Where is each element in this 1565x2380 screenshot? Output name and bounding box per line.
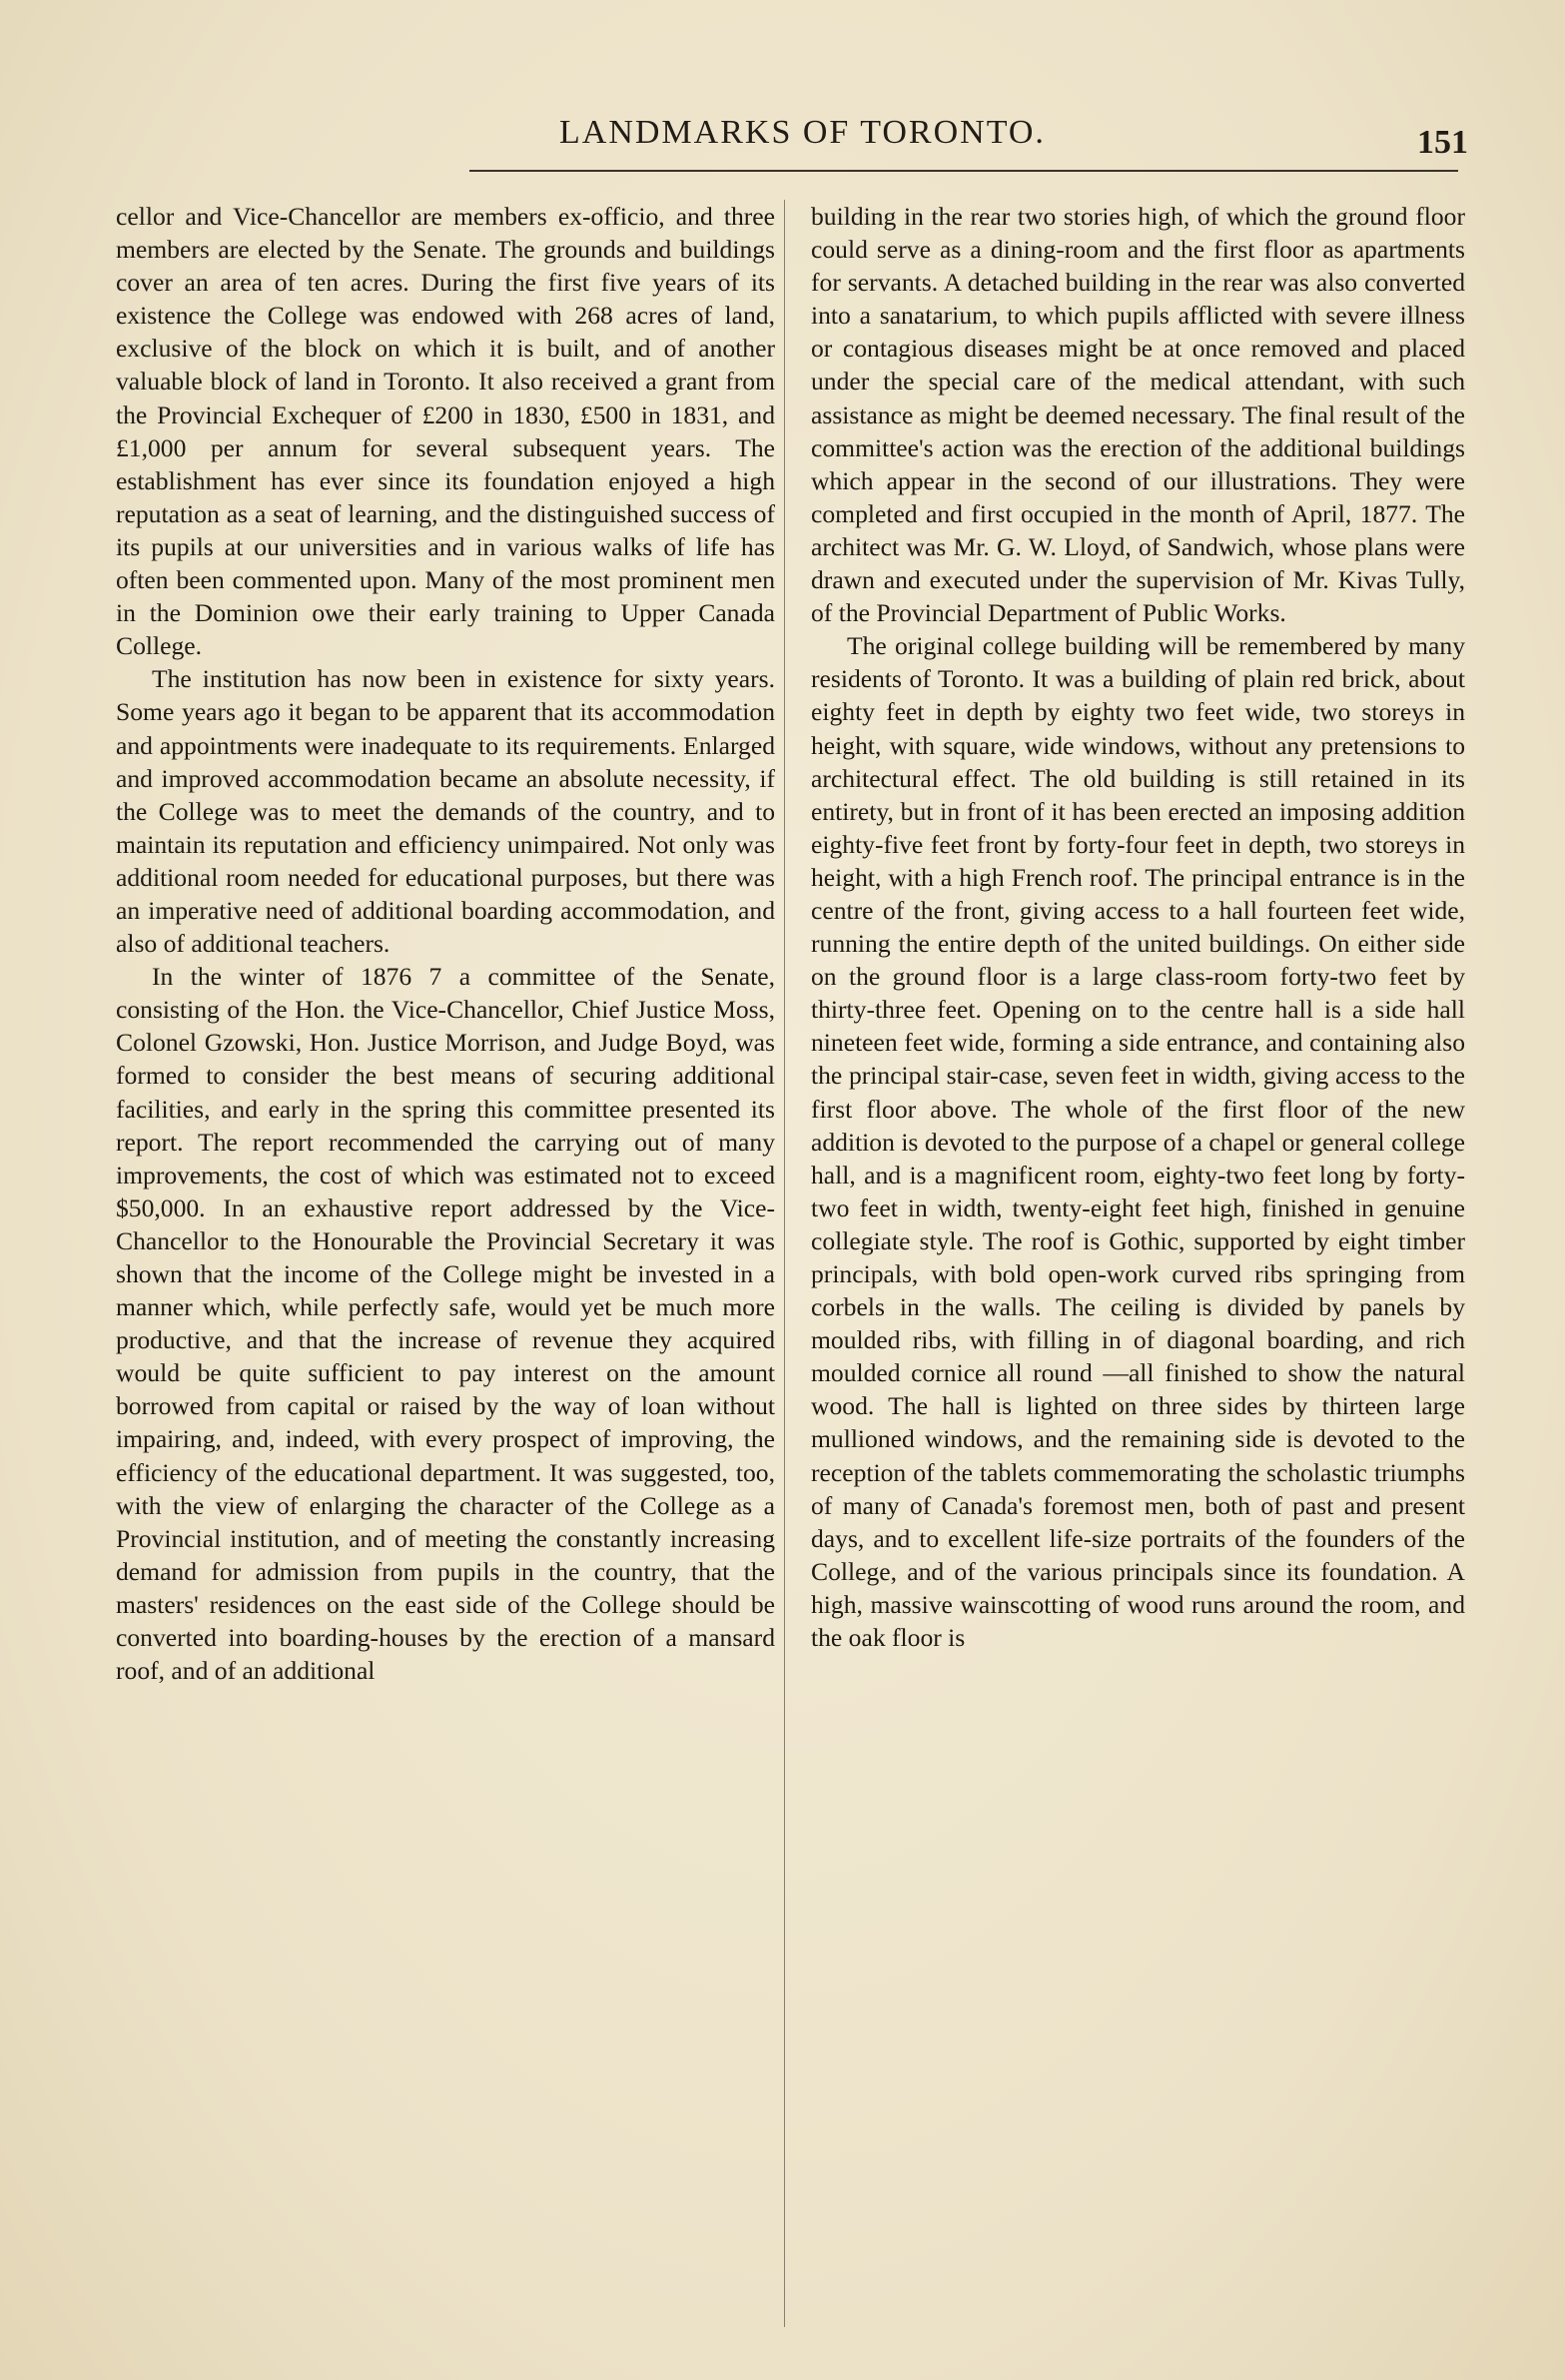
page-number: 151 — [1417, 124, 1468, 161]
left-column — [116, 200, 775, 1687]
column-divider — [784, 200, 785, 2327]
left-paragraph-1: cellor and Vice-Chancellor are members ex-officio, and three members are elected by the Senate. The grounds and buildings cover an area of ten acres. During the first five years of its existence the College was endowed with 268 acres of land, exclusive of the block on which it is built, and of another valuable block of land in Toronto. It also received a grant from the Provincial Exchequer of £200 in 1830, £500 in 1831, and £1,000 per annum for several subsequent years. The establishment has ever since its foundation enjoyed a high reputation as a seat of learning, and the distinguished success of its pupils at our universities and in various walks of life has often been commented upon. Many of the most prominent men in the Dominion owe their early training to Upper Canada College. — [116, 202, 775, 661]
left-paragraph-3: In the winter of 1876 7 a committee of the Senate, consisting of the Hon. the Vice-Chancellor, Chief Justice Moss, Colonel Gzowski, Hon. Justice Morrison, and Judge Boyd, was formed to consider the best means of securing additional facilities, and early in the spring this committee presented its report. The report recommended the carrying out of many improvements, the cost of which was estimated not to exceed $50,000. In an exhaustive report addressed by the Vice-Chancellor to the Honourable the Provincial Secretary it was shown that the income of the College might be invested in a manner which, while perfectly safe, would yet be much more productive, and that the increase of revenue they acquired would be quite sufficient to pay interest on the amount borrowed from capital or raised by the way of loan without impairing, and, indeed, with every prospect of improving, the efficiency of the educational department. It was suggested, too, with the view of enlarging the character of the College as a Provincial institution, and of meeting the constantly increasing demand for admission from pupils in the country, that the masters' residences on the east side of the College should be converted into boarding-houses by the erection of a mansard roof, and of an additional — [116, 962, 775, 1686]
header-rule — [469, 170, 1458, 172]
running-title: LANDMARKS OF TORONTO. — [559, 114, 1046, 151]
right-column — [811, 200, 1465, 1654]
right-paragraph-2: The original college building will be remembered by many residents of Toronto. It was a building of plain red brick, about eighty feet in depth by eighty two feet wide, two storeys in height, with square, wide windows, without any pretensions to architectural effect. The old building is still retained in its entirety, but in front of it has been erected an imposing addition eighty-five feet front by forty-four feet in depth, two storeys in height, with a high French roof. The principal entrance is in the centre of the front, giving access to a hall fourteen feet wide, running the entire depth of the united buildings. On either side on the ground floor is a large class-room forty-two feet by thirty-three feet. Opening on to the centre hall is a side hall nineteen feet wide, forming a side entrance, and containing also the principal stair-case, seven feet in width, giving access to the first floor above. The whole of the first floor of the new addition is devoted to the purpose of a chapel or general college hall, and is a magnificent room, eighty-two feet long by forty-two feet in width, twenty-eight feet high, finished in genuine collegiate style. The roof is Gothic, supported by eight timber principals, with bold open-work curved ribs springing from corbels in the walls. The ceiling is divided by panels by moulded ribs, with filling in of diagonal boarding, and rich moulded cornice all round —all finished to show the natural wood. The hall is lighted on three sides by thirteen large mullioned windows, and the remaining side is devoted to the reception of the tablets commemorating the scholastic triumphs of many of Canada's foremost men, both of past and present days, and to excellent life-size portraits of the founders of the College, and of the various principals since its foundation. A high, massive wainscotting of wood runs around the room, and the oak floor is — [811, 631, 1465, 1653]
left-paragraph-2: The institution has now been in existence for sixty years. Some years ago it began to be apparent that its accommodation and appointments were inadequate to its requirements. Enlarged and improved accommodation became an absolute necessity, if the College was to meet the demands of the country, and to maintain its reputation and efficiency unimpaired. Not only was additional room needed for educational purposes, but there was an imperative need of additional boarding accommodation, and also of additional teachers. — [116, 664, 775, 959]
page-header — [110, 108, 1468, 178]
right-paragraph-1: building in the rear two stories high, of which the ground floor could serve as a dining-room and the first floor as apartments for servants. A detached building in the rear was also converted into a sanatarium, to which pupils afflicted with severe illness or contagious diseases might be at once removed and placed under the special care of the medical attendant, with such assistance as might be deemed necessary. The final result of the committee's action was the erection of the additional buildings which appear in the second of our illustrations. They were completed and first occupied in the month of April, 1877. The architect was Mr. G. W. Lloyd, of Sandwich, whose plans were drawn and executed under the supervision of Mr. Kivas Tully, of the Provincial Department of Public Works. — [811, 202, 1465, 628]
